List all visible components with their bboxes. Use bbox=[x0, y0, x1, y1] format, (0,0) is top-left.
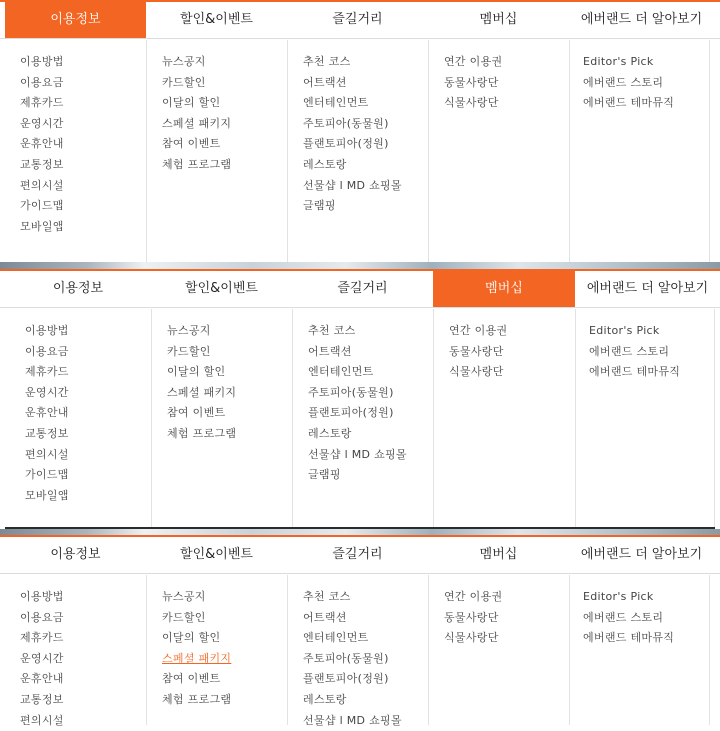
background-photo-strip bbox=[0, 262, 720, 269]
mega-menu-panel-3 bbox=[0, 535, 720, 727]
submenu-link[interactable]: 레스토랑 bbox=[308, 426, 352, 440]
submenu-link[interactable]: 운영시간 bbox=[25, 385, 69, 399]
submenu-link[interactable]: 에버랜드 스토리 bbox=[589, 344, 670, 358]
submenu-link[interactable]: 교통정보 bbox=[25, 426, 69, 440]
submenu-column-more bbox=[569, 40, 710, 262]
submenu-link[interactable]: 운영시간 bbox=[20, 651, 64, 665]
submenu-link[interactable]: 플랜토피아(정원) bbox=[303, 672, 389, 686]
submenu-link[interactable]: 운휴안내 bbox=[25, 406, 69, 420]
submenu-link[interactable]: 어트랙션 bbox=[303, 610, 347, 624]
submenu-link[interactable]: 운영시간 bbox=[20, 116, 64, 130]
submenu-link[interactable]: 선물샵 l MD 쇼핑몰 bbox=[303, 713, 402, 727]
submenu-column-discount bbox=[146, 40, 287, 262]
mega-menu-panel-2 bbox=[0, 269, 720, 527]
tab-attractions[interactable]: 즐길거리 bbox=[332, 12, 383, 27]
submenu-link[interactable]: 참여 이벤트 bbox=[162, 672, 221, 686]
submenu-link[interactable]: 연간 이용권 bbox=[449, 324, 508, 337]
submenu-link[interactable]: 연간 이용권 bbox=[444, 590, 503, 603]
submenu-link[interactable]: 모바일앱 bbox=[25, 488, 69, 502]
submenu-link[interactable]: Editor's Pick bbox=[589, 324, 660, 337]
submenu-link[interactable]: 동물사랑단 bbox=[449, 344, 504, 358]
submenu-column-info bbox=[5, 575, 146, 725]
submenu-link[interactable]: 참여 이벤트 bbox=[167, 406, 226, 420]
submenu-link[interactable]: 동물사랑단 bbox=[444, 75, 499, 89]
submenu-link[interactable]: 체험 프로그램 bbox=[167, 426, 237, 440]
submenu-column-discount bbox=[146, 575, 287, 725]
submenu-link[interactable]: 레스토랑 bbox=[303, 692, 347, 706]
tab-more-everland[interactable]: 에버랜드 더 알아보기 bbox=[580, 547, 703, 562]
submenu-link[interactable]: 선물샵 l MD 쇼핑몰 bbox=[303, 178, 402, 192]
submenu-link[interactable]: Editor's Pick bbox=[583, 55, 654, 68]
submenu-link[interactable]: 이용요금 bbox=[20, 75, 64, 89]
submenu-column-attractions bbox=[292, 309, 433, 527]
submenu-link[interactable]: 운휴안내 bbox=[20, 137, 64, 151]
submenu-link[interactable]: 뉴스공지 bbox=[162, 55, 206, 68]
submenu-column-info bbox=[5, 309, 151, 527]
submenu-link[interactable]: 에버랜드 테마뮤직 bbox=[583, 631, 675, 645]
tab-attractions[interactable]: 즐길거리 bbox=[337, 281, 388, 296]
submenu-link[interactable]: 제휴카드 bbox=[20, 631, 64, 645]
submenu-link[interactable]: 이용요금 bbox=[20, 610, 64, 624]
submenu-link[interactable]: 운휴안내 bbox=[20, 672, 64, 686]
submenu-link[interactable]: 에버랜드 테마뮤직 bbox=[589, 365, 681, 379]
tab-more-everland[interactable]: 에버랜드 더 알아보기 bbox=[586, 281, 709, 296]
submenu-link[interactable]: 어트랙션 bbox=[303, 75, 347, 89]
main-nav-tabs bbox=[0, 2, 720, 39]
submenu-link[interactable]: 엔터테인먼트 bbox=[308, 365, 374, 379]
submenu-link[interactable]: 동물사랑단 bbox=[444, 610, 499, 624]
tab-info[interactable]: 이용정보 bbox=[50, 547, 101, 562]
tab-membership[interactable]: 멤버십 bbox=[433, 271, 575, 307]
main-nav-tabs bbox=[0, 271, 720, 308]
submenu-link[interactable]: 스페셜 패키지 bbox=[162, 116, 232, 130]
submenu-link[interactable]: 식물사랑단 bbox=[449, 365, 504, 379]
submenu-link[interactable]: 편의시설 bbox=[20, 713, 64, 727]
submenu-link[interactable]: 글램핑 bbox=[303, 199, 336, 213]
submenu-link[interactable]: 카드할인 bbox=[162, 610, 206, 624]
submenu-column-more bbox=[569, 575, 710, 725]
submenu-column-attractions bbox=[287, 40, 428, 262]
submenu-link[interactable]: 어트랙션 bbox=[308, 344, 352, 358]
tab-discount-event[interactable]: 할인&이벤트 bbox=[180, 12, 253, 27]
submenu-link[interactable]: 연간 이용권 bbox=[444, 55, 503, 68]
submenu-link[interactable]: 모바일앱 bbox=[20, 219, 64, 233]
submenu-link[interactable]: 스페셜 패키지 bbox=[162, 651, 232, 665]
submenu-link[interactable]: 선물샵 l MD 쇼핑몰 bbox=[308, 447, 407, 461]
submenu-column-attractions bbox=[287, 575, 428, 725]
submenu-link[interactable]: 추천 코스 bbox=[303, 55, 351, 68]
submenu-link[interactable]: 이용방법 bbox=[25, 324, 69, 337]
submenu-link[interactable]: 이용방법 bbox=[20, 55, 64, 68]
submenu-column-discount bbox=[151, 309, 292, 527]
submenu-link[interactable]: Editor's Pick bbox=[583, 590, 654, 603]
submenu-link[interactable]: 카드할인 bbox=[162, 75, 206, 89]
submenu-link[interactable]: 스페셜 패키지 bbox=[167, 385, 237, 399]
submenu-link[interactable]: 체험 프로그램 bbox=[162, 157, 232, 171]
submenu-link[interactable]: 뉴스공지 bbox=[167, 324, 211, 337]
submenu-link[interactable]: 제휴카드 bbox=[25, 365, 69, 379]
mega-menu-panel-1 bbox=[0, 0, 720, 262]
submenu-link[interactable]: 주토피아(동물원) bbox=[303, 651, 389, 665]
submenu-link[interactable]: 추천 코스 bbox=[308, 324, 356, 337]
tab-info[interactable]: 이용정보 bbox=[52, 281, 104, 296]
submenu-link[interactable]: 에버랜드 스토리 bbox=[583, 610, 664, 624]
submenu-link[interactable]: 식물사랑단 bbox=[444, 96, 499, 110]
tab-membership[interactable]: 멤버십 bbox=[479, 547, 518, 562]
submenu-link[interactable]: 엔터테인먼트 bbox=[303, 631, 369, 645]
submenu-link[interactable]: 글램핑 bbox=[308, 468, 341, 482]
submenu-link[interactable]: 이용요금 bbox=[25, 344, 69, 358]
tab-more-everland[interactable]: 에버랜드 더 알아보기 bbox=[580, 12, 703, 27]
submenu-link[interactable]: 레스토랑 bbox=[303, 157, 347, 171]
main-nav-tabs bbox=[0, 537, 720, 574]
tab-membership[interactable]: 멤버십 bbox=[479, 12, 518, 27]
submenu-link[interactable]: 식물사랑단 bbox=[444, 631, 499, 645]
tab-discount-event[interactable]: 할인&이벤트 bbox=[185, 281, 258, 296]
submenu-link[interactable]: 뉴스공지 bbox=[162, 590, 206, 603]
submenu-link[interactable]: 이달의 할인 bbox=[167, 365, 226, 379]
submenu-link[interactable]: 카드할인 bbox=[167, 344, 211, 358]
tab-attractions[interactable]: 즐길거리 bbox=[332, 547, 383, 562]
submenu-link[interactable]: 엔터테인먼트 bbox=[303, 96, 369, 110]
submenu-link[interactable]: 이달의 할인 bbox=[162, 631, 221, 645]
submenu-link[interactable]: 이용방법 bbox=[20, 590, 64, 603]
submenu-link[interactable]: 주토피아(동물원) bbox=[308, 385, 394, 399]
submenu-column-membership bbox=[428, 40, 569, 262]
submenu-link[interactable]: 참여 이벤트 bbox=[162, 137, 221, 151]
submenu-link[interactable]: 플랜토피아(정원) bbox=[308, 406, 394, 420]
submenu-link[interactable]: 제휴카드 bbox=[20, 96, 64, 110]
submenu-column-info bbox=[5, 40, 146, 262]
submenu-link[interactable]: 추천 코스 bbox=[303, 590, 351, 603]
submenu-link[interactable]: 가이드맵 bbox=[25, 468, 69, 482]
submenu-column-membership bbox=[433, 309, 575, 527]
submenu-link[interactable]: 에버랜드 테마뮤직 bbox=[583, 96, 675, 110]
tab-info[interactable]: 이용정보 bbox=[5, 2, 146, 38]
submenu-link[interactable]: 플랜토피아(정원) bbox=[303, 137, 389, 151]
submenu-link[interactable]: 편의시설 bbox=[25, 447, 69, 461]
submenu-link[interactable]: 교통정보 bbox=[20, 157, 64, 171]
submenu-link[interactable]: 체험 프로그램 bbox=[162, 692, 232, 706]
submenu-link[interactable]: 에버랜드 스토리 bbox=[583, 75, 664, 89]
submenu-link[interactable]: 이달의 할인 bbox=[162, 96, 221, 110]
submenu-column-more bbox=[575, 309, 715, 527]
tab-discount-event[interactable]: 할인&이벤트 bbox=[180, 547, 253, 562]
submenu-link[interactable]: 가이드맵 bbox=[20, 199, 64, 213]
submenu-link[interactable]: 교통정보 bbox=[20, 692, 64, 706]
submenu-link[interactable]: 편의시설 bbox=[20, 178, 64, 192]
submenu-column-membership bbox=[428, 575, 569, 725]
submenu-link[interactable]: 주토피아(동물원) bbox=[303, 116, 389, 130]
